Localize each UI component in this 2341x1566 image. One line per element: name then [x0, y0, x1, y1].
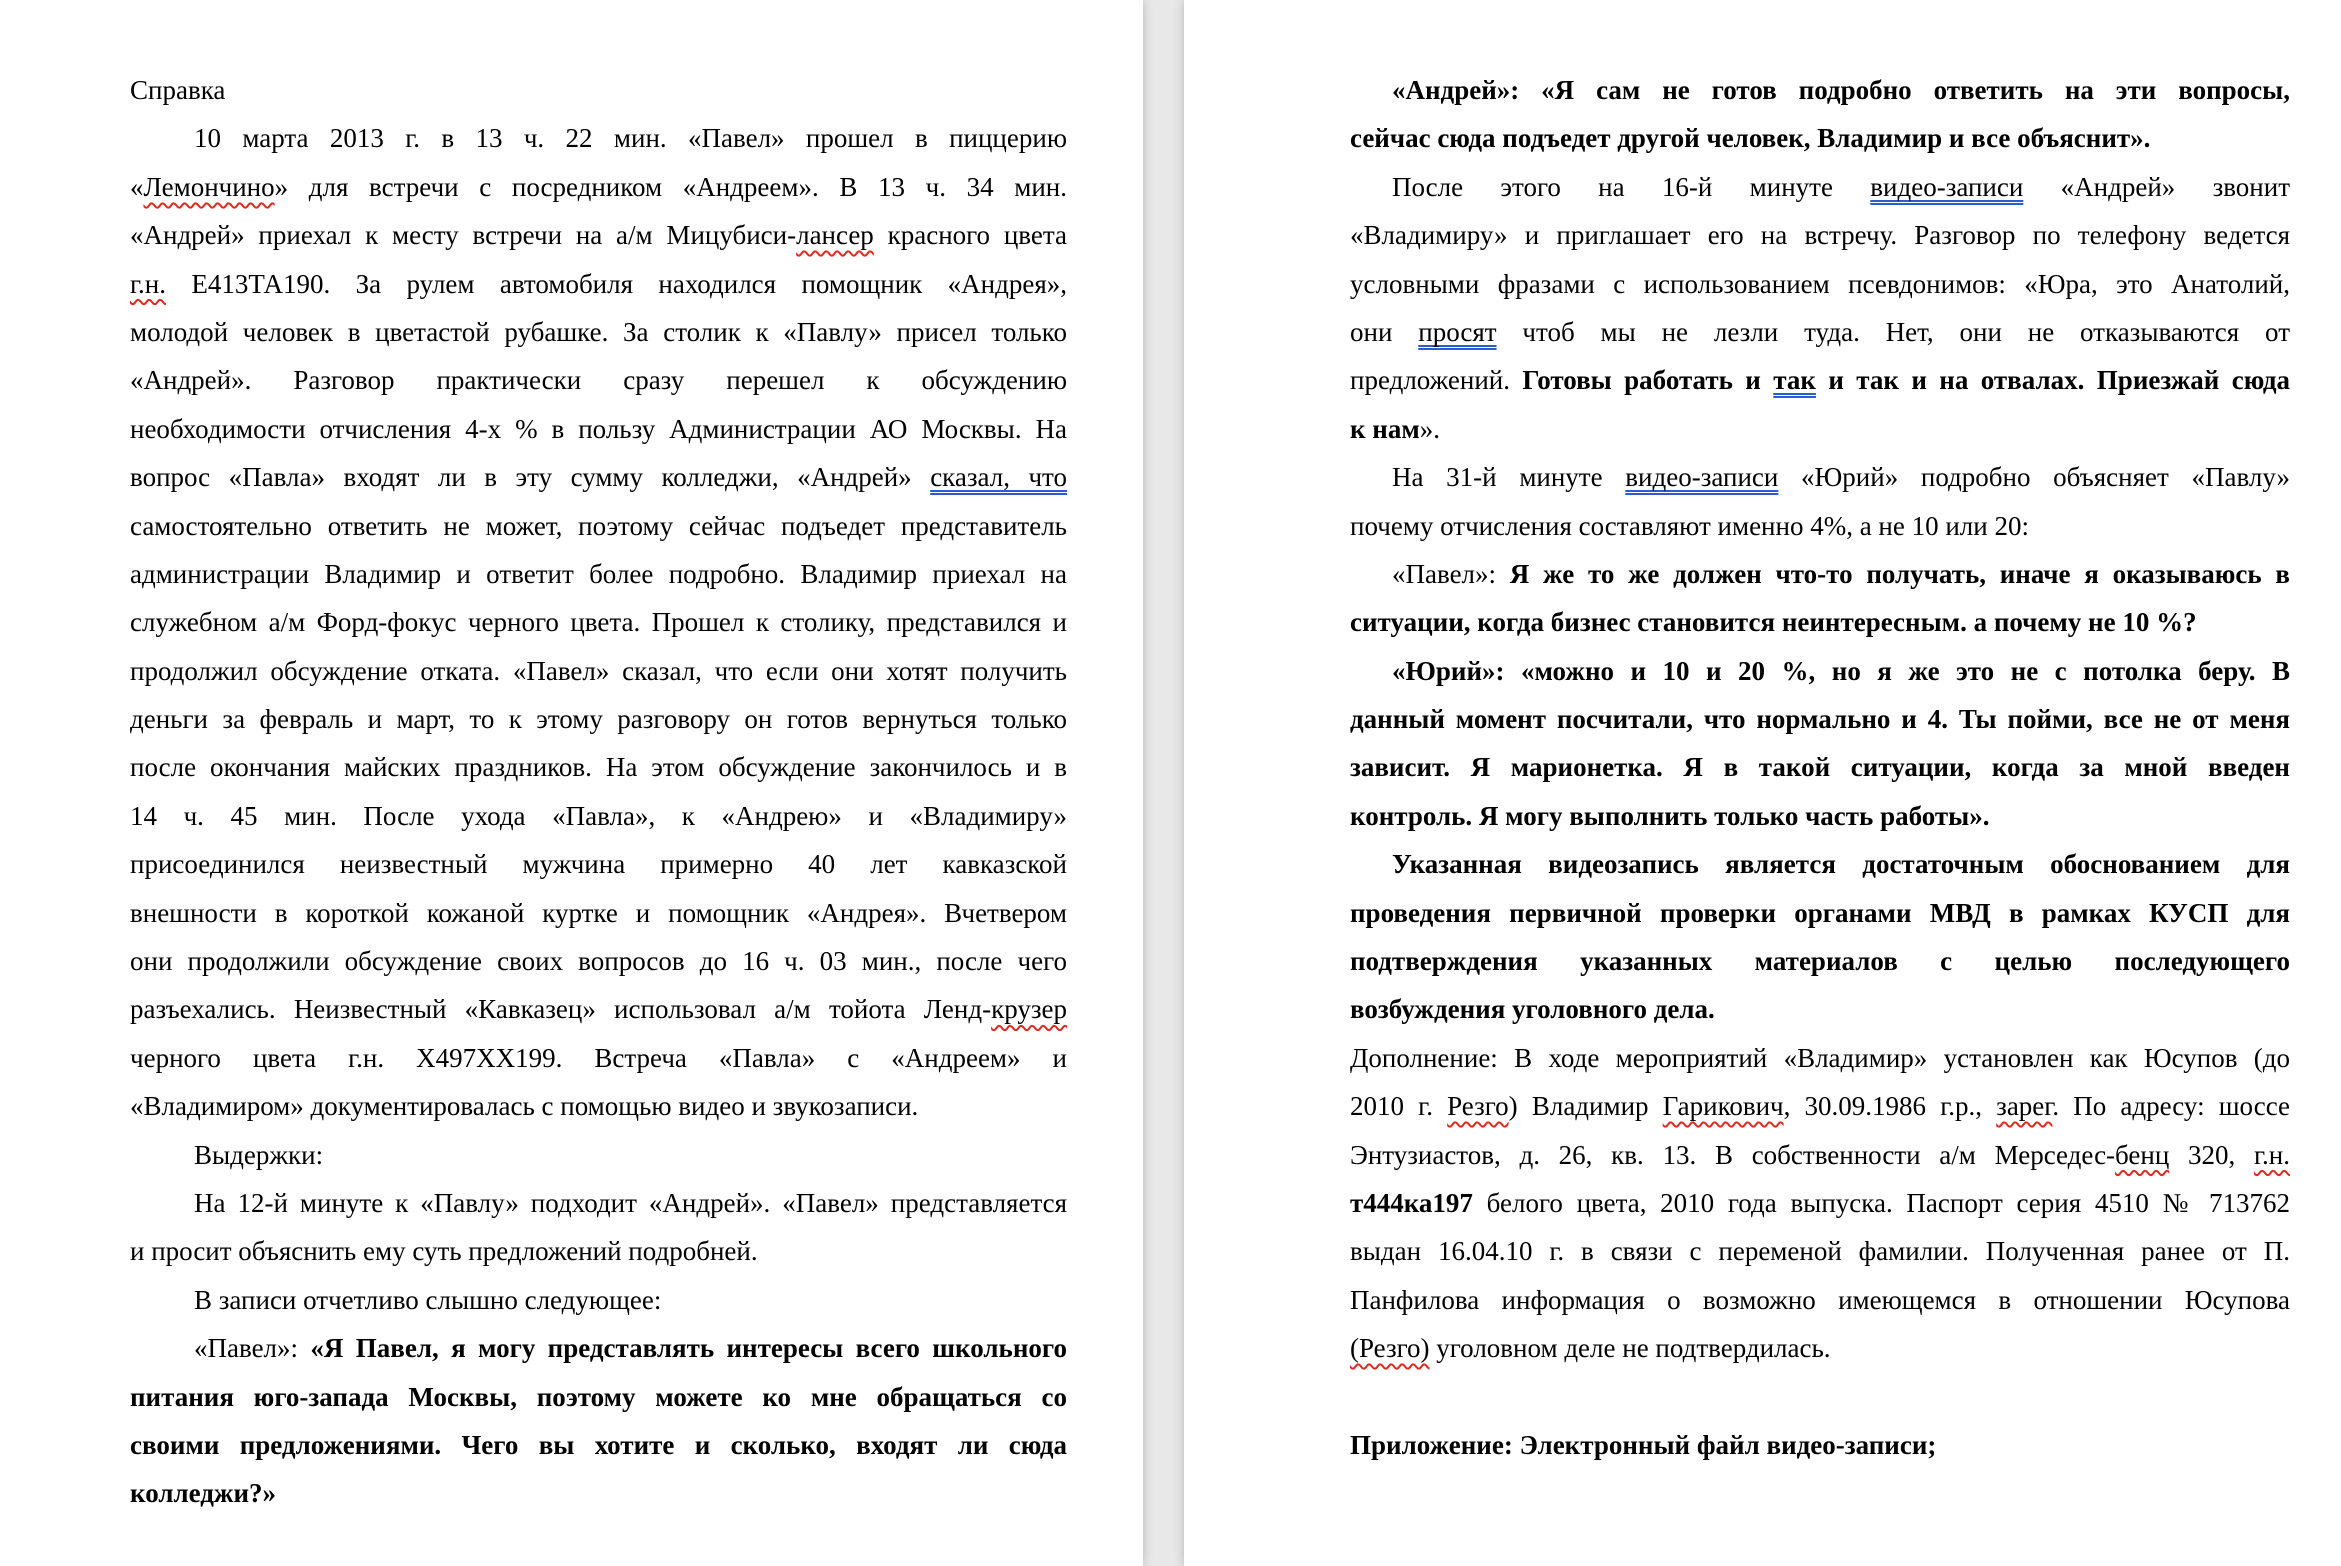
spellcheck-squiggle-segment: (Резго)	[1350, 1333, 1430, 1364]
text-line[interactable]	[130, 1469, 1067, 1517]
text-segment: они	[1350, 316, 1419, 347]
text-segment: «Андрей» звонит	[2023, 171, 2290, 202]
grammar-underline-segment: видео-записи	[1870, 171, 2024, 202]
text-line[interactable]	[1350, 1179, 2290, 1227]
text-line[interactable]	[130, 1082, 1067, 1130]
text-line[interactable]	[130, 1421, 1067, 1469]
text-line[interactable]	[1350, 1082, 2290, 1130]
text-line[interactable]	[1350, 163, 2290, 211]
text-line[interactable]	[130, 453, 1067, 501]
text-line[interactable]	[1350, 1034, 2290, 1082]
text-line[interactable]	[1350, 598, 2290, 646]
text-line[interactable]	[130, 550, 1067, 598]
text-segment: контроль. Я могу выполнить только часть работы».	[1350, 800, 1990, 831]
text-segment: , 30.09.1986 г.р.,	[1783, 1091, 1997, 1122]
text-segment: красного цвета	[873, 220, 1067, 251]
text-line[interactable]	[1350, 647, 2290, 695]
text-segment: молодой человек в цветастой рубашке. За столик к «Павлу» присел только	[130, 316, 1067, 347]
text-line[interactable]	[1350, 985, 2290, 1033]
text-line[interactable]	[130, 1131, 1067, 1179]
grammar-underline-segment: видео-записи	[1625, 462, 1779, 493]
text-segment: На 31-й минуте	[1392, 462, 1626, 493]
text-segment: внешности в короткой кожаной куртке и помощник «Андрея». Вчетвером	[130, 897, 1067, 928]
text-segment: На 12-й минуте к «Павлу» подходит «Андрей». «Павел» представляется	[194, 1187, 1067, 1218]
spellcheck-squiggle-segment: лансер	[796, 220, 874, 251]
text-segment: «Павел»:	[194, 1333, 311, 1364]
text-line[interactable]	[130, 1276, 1067, 1324]
document-page-1[interactable]	[0, 0, 1143, 1566]
text-line[interactable]	[1350, 937, 2290, 985]
text-segment: вопрос «Павла» входят ли в эту сумму колледжи, «Андрей»	[130, 462, 931, 493]
spellcheck-squiggle-segment: Лемончино	[143, 171, 275, 202]
spellcheck-squiggle-segment: Гарикович	[1662, 1091, 1784, 1122]
text-line[interactable]	[130, 308, 1067, 356]
text-segment: Энтузиастов, д. 26, кв. 13. В собственности а/м Мерседес-	[1350, 1139, 2116, 1170]
text-segment: проведения первичной проверки органами МВД в рамках КУСП для	[1350, 897, 2290, 928]
text-segment: администрации Владимир и ответит более подробно. Владимир приехал на	[130, 558, 1067, 589]
text-line[interactable]	[1350, 550, 2290, 598]
text-line[interactable]	[130, 647, 1067, 695]
text-segment: «Юрий» подробно объясняет «Павлу»	[1778, 462, 2290, 493]
text-segment: Дополнение: В ходе мероприятий «Владимир» установлен как Юсупов (до	[1350, 1042, 2290, 1073]
document-page-2[interactable]	[1184, 0, 2341, 1566]
blank-line[interactable]	[1350, 1373, 2290, 1421]
text-segment: белого цвета, 2010 года выпуска. Паспорт серия 4510 № 713762	[1472, 1187, 2290, 1218]
text-segment: т444ка197	[1350, 1187, 1473, 1218]
text-segment: возбуждения уголовного дела.	[1350, 994, 1715, 1025]
text-segment: присоединился неизвестный мужчина примерно 40 лет кавказской	[130, 849, 1067, 880]
spellcheck-squiggle-segment: Резго	[1447, 1091, 1509, 1122]
text-segment: выдан 16.04.10 г. в связи с переменой фамилии. Полученная ранее от П.	[1350, 1236, 2290, 1267]
text-segment: чтоб мы не лезли туда. Нет, они не отказываются от	[1496, 316, 2290, 347]
text-segment: колледжи?»	[130, 1478, 277, 1509]
text-line[interactable]	[1350, 792, 2290, 840]
grammar-underline-segment: просят	[1418, 316, 1497, 347]
text-segment: Приложение: Электронный файл видео-записи;	[1350, 1429, 1937, 1460]
text-line[interactable]	[130, 1227, 1067, 1275]
text-segment: зависит. Я марионетка. Я в такой ситуации, когда за мной введен	[1350, 752, 2290, 783]
text-line[interactable]	[1350, 405, 2290, 453]
text-line[interactable]	[1350, 840, 2290, 888]
text-line[interactable]	[1350, 1227, 2290, 1275]
text-segment: После этого на 16-й минуте	[1392, 171, 1871, 202]
text-segment: деньги за февраль и март, то к этому разговору он готов вернуться только	[130, 704, 1067, 735]
text-segment: «Владимиром» документировалась с помощью видео и звукозаписи.	[130, 1091, 919, 1122]
text-segment: Указанная видеозапись является достаточным обоснованием для	[1392, 849, 2290, 880]
text-segment: 320,	[2169, 1139, 2255, 1170]
text-segment: необходимости отчисления 4-х % в пользу Администрации АО Москвы. На	[130, 413, 1067, 444]
text-line[interactable]	[130, 163, 1067, 211]
text-segment: 14 ч. 45 мин. После ухода «Павла», к «Андрею» и «Владимиру»	[130, 800, 1067, 831]
page-gutter	[1143, 0, 1184, 1566]
text-line[interactable]	[130, 1179, 1067, 1227]
text-segment: «Владимиру» и приглашает его на встречу. Разговор по телефону ведется	[1350, 220, 2290, 251]
text-segment: они продолжили обсуждение своих вопросов до 16 ч. 03 мин., после чего	[130, 946, 1067, 977]
text-segment: служебном а/м Форд-фокус черного цвета. Прошел к столику, представился и	[130, 607, 1067, 638]
text-line[interactable]	[130, 840, 1067, 888]
text-segment: к нам	[1350, 413, 1420, 444]
text-segment: Выдержки:	[194, 1139, 324, 1170]
text-line[interactable]	[130, 937, 1067, 985]
text-line[interactable]	[130, 260, 1067, 308]
text-line[interactable]	[1350, 356, 2290, 404]
text-segment: сейчас сюда подъедет другой человек, Владимир и все объяснит».	[1350, 123, 2151, 154]
text-line[interactable]	[1350, 695, 2290, 743]
text-segment: «Юрий»: «можно и 10 и 20 %, но я же это не с потолка беру. В	[1392, 655, 2290, 686]
text-segment: черного цвета г.н. Х497ХХ199. Встреча «Павла» с «Андреем» и	[130, 1042, 1067, 1073]
spellcheck-squiggle-segment: бенц	[2115, 1139, 2170, 1170]
text-line[interactable]	[130, 1373, 1067, 1421]
text-line[interactable]	[130, 356, 1067, 404]
text-segment: продолжил обсуждение отката. «Павел» сказал, что если они хотят получить	[130, 655, 1067, 686]
text-line[interactable]	[1350, 453, 2290, 501]
text-segment: условными фразами с использованием псевдонимов: «Юра, это Анатолий,	[1350, 268, 2290, 299]
text-segment: Я же то же должен что-то получать, иначе я оказываюсь в	[1509, 558, 2290, 589]
text-segment: почему отчисления составляют именно 4%, а не 10 или 20:	[1350, 510, 2029, 541]
spellcheck-squiggle-segment: г.н.	[2254, 1139, 2290, 1170]
text-line[interactable]	[130, 211, 1067, 259]
text-line[interactable]	[130, 1324, 1067, 1372]
grammar-underline-segment: сказал, что	[930, 462, 1067, 493]
text-segment: разъехались. Неизвестный «Кавказец» использовал а/м тойота Ленд-	[130, 994, 992, 1025]
text-segment: В записи отчетливо слышно следующее:	[194, 1284, 662, 1315]
text-segment: уголовном деле не подтвердилась.	[1429, 1333, 1831, 1364]
text-segment: предложений.	[1350, 365, 1523, 396]
text-segment: «Андрей» приехал к месту встречи на а/м Мицубиси-	[130, 220, 797, 251]
text-segment: после окончания майских праздников. На этом обсуждение закончилось и в	[130, 752, 1067, 783]
text-line[interactable]	[130, 502, 1067, 550]
text-line[interactable]	[130, 405, 1067, 453]
text-segment: » для встречи с посредником «Андреем». В 13 ч. 34 мин.	[274, 171, 1067, 202]
text-segment: Е413ТА190. За рулем автомобиля находился помощник «Андрея»,	[165, 268, 1067, 299]
text-segment: своими предложениями. Чего вы хотите и сколько, входят ли сюда	[130, 1429, 1067, 1460]
text-segment: Справка	[130, 75, 226, 105]
text-line[interactable]	[1350, 889, 2290, 937]
text-line[interactable]	[130, 889, 1067, 937]
text-segment: 10 марта 2013 г. в 13 ч. 22 мин. «Павел» прошел в пиццерию	[194, 123, 1067, 154]
text-line[interactable]	[130, 792, 1067, 840]
text-line[interactable]	[1350, 1421, 2290, 1469]
text-line[interactable]	[1350, 114, 2290, 162]
text-segment: и просит объяснить ему суть предложений подробней.	[130, 1236, 758, 1267]
spellcheck-squiggle-segment: зарег	[1996, 1091, 2053, 1122]
text-segment: «Андрей»: «Я сам не готов подробно ответить на эти вопросы,	[1392, 75, 2290, 105]
text-segment: «	[130, 171, 144, 202]
text-line[interactable]	[130, 598, 1067, 646]
text-segment: питания юго-запада Москвы, поэтому можете ко мне обращаться со	[130, 1381, 1067, 1412]
text-segment: самостоятельно ответить не может, поэтому сейчас подъедет представитель	[130, 510, 1067, 541]
text-line[interactable]	[130, 985, 1067, 1033]
text-segment: Готовы работать и	[1522, 365, 1774, 396]
page-1-text-block[interactable]	[130, 66, 1067, 1518]
text-line[interactable]	[1350, 502, 2290, 550]
text-line[interactable]	[1350, 66, 2290, 114]
text-segment: данный момент посчитали, что нормально и 4. Ты пойми, все не от меня	[1350, 704, 2290, 735]
text-segment: ) Владимир	[1508, 1091, 1663, 1122]
text-line[interactable]	[130, 114, 1067, 162]
text-line[interactable]	[130, 66, 1067, 114]
text-line[interactable]	[1350, 743, 2290, 791]
text-segment: «Павел»:	[1392, 558, 1510, 589]
text-segment: ».	[1419, 413, 1441, 444]
text-line[interactable]	[1350, 1131, 2290, 1179]
text-line[interactable]	[130, 695, 1067, 743]
text-line[interactable]	[1350, 308, 2290, 356]
text-segment: «Я Павел, я могу представлять интересы всего школьного	[310, 1333, 1067, 1364]
text-segment: «Андрей». Разговор практически сразу перешел к обсуждению	[130, 365, 1067, 396]
text-segment: Панфилова информация о возможно имеющемся в отношении Юсупова	[1350, 1284, 2290, 1315]
text-line[interactable]	[130, 743, 1067, 791]
text-line[interactable]	[130, 1034, 1067, 1082]
text-segment: 2010 г.	[1350, 1091, 1448, 1122]
spellcheck-squiggle-segment: г.н.	[130, 268, 166, 299]
text-segment: ситуации, когда бизнес становится неинтересным. а почему не 10 %?	[1350, 607, 2197, 638]
text-line[interactable]	[1350, 260, 2290, 308]
spellcheck-squiggle-segment: крузер	[991, 994, 1067, 1025]
text-segment: . По адресу: шоссе	[2052, 1091, 2290, 1122]
text-segment: и так и на отвалах. Приезжай сюда	[1815, 365, 2290, 396]
text-line[interactable]	[1350, 1276, 2290, 1324]
text-segment: подтверждения указанных материалов с целью последующего	[1350, 946, 2290, 977]
grammar-underline-segment: так	[1773, 365, 1816, 396]
text-line[interactable]	[1350, 211, 2290, 259]
page-2-text-block[interactable]	[1350, 66, 2290, 1469]
text-line[interactable]	[1350, 1324, 2290, 1372]
